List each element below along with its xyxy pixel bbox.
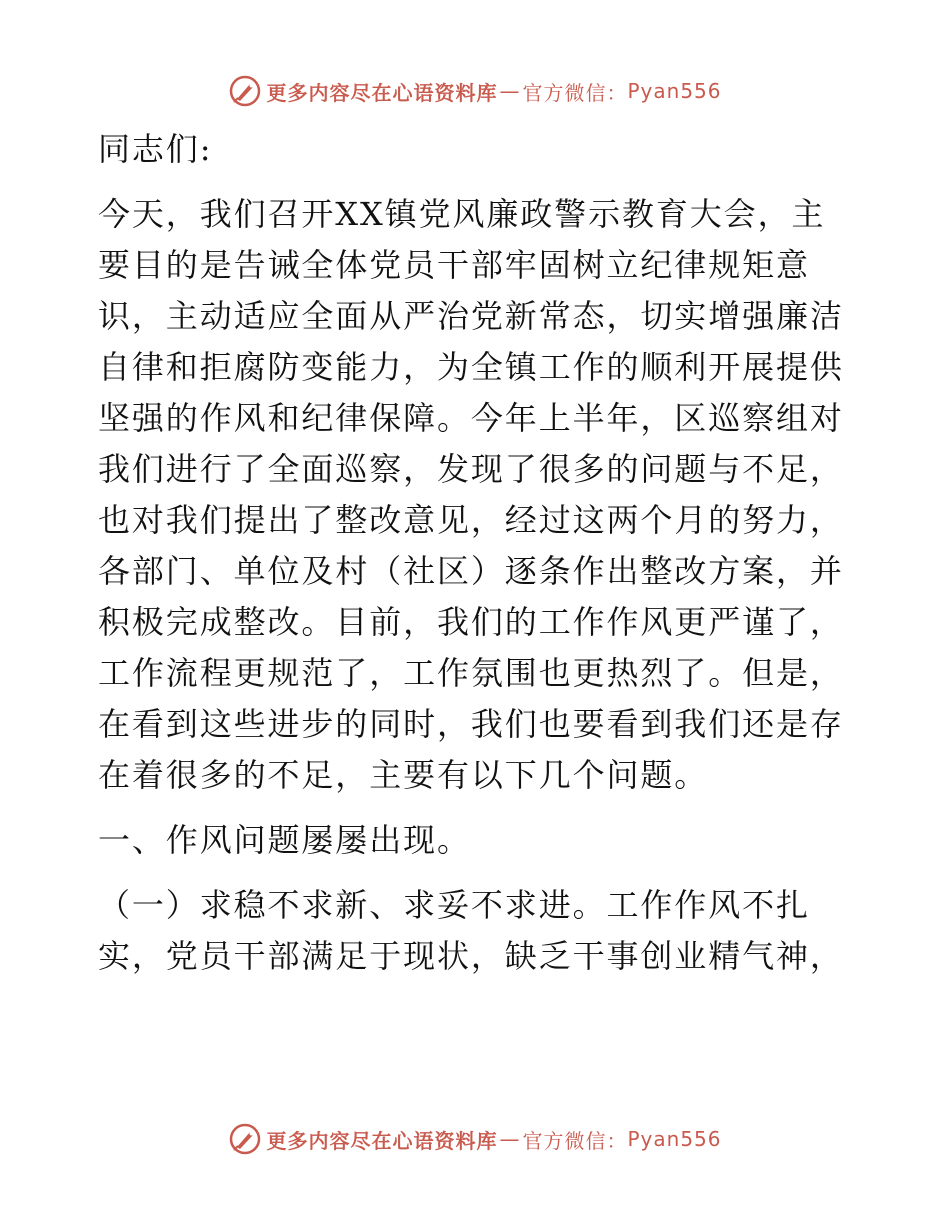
watermark-wechat-label: 官方微信： — [522, 1128, 628, 1153]
watermark-wechat-label: 官方微信： — [522, 80, 628, 105]
paragraph-line: 识，主动适应全面从严治党新常态，切实增强廉洁 — [98, 297, 844, 335]
paragraph-line: 在着很多的不足，主要有以下几个问题。 — [98, 756, 709, 794]
paragraph-2 — [98, 880, 850, 982]
watermark-brand: 更多内容尽在心语资料库 — [266, 1128, 498, 1153]
watermark-brand: 更多内容尽在心语资料库 — [266, 80, 498, 105]
paragraph-gap — [98, 866, 850, 880]
pen-nib-logo-icon — [228, 1122, 262, 1156]
paragraph-line: （一）求稳不求新、求妥不求进。工作作风不扎 — [98, 886, 810, 924]
paragraph-line: 自律和拒腐防变能力，为全镇工作的顺利开展提供 — [98, 348, 844, 386]
watermark-dash: — — [499, 1127, 521, 1151]
paragraph-line: 今天，我们召开XX镇党风廉政警示教育大会，主 — [98, 195, 826, 233]
paragraph-line: 工作流程更规范了，工作氛围也更热烈了。但是， — [98, 654, 844, 692]
paragraph-line: 各部门、单位及村（社区）逐条作出整改方案，并 — [98, 552, 844, 590]
watermark-wechat-id: Pyan556 — [627, 79, 722, 103]
paragraph-line: 要目的是告诫全体党员干部牢固树立纪律规矩意 — [98, 246, 810, 284]
section-heading: 一、作风问题屡屡出现。 — [98, 821, 471, 859]
salutation: 同志们: — [98, 130, 213, 168]
paragraph-line: 我们进行了全面巡察，发现了很多的问题与不足， — [98, 450, 844, 488]
header-watermark — [0, 71, 950, 111]
watermark-wechat-id: Pyan556 — [627, 1127, 722, 1151]
paragraph-line: 积极完成整改。目前，我们的工作作风更严谨了， — [98, 603, 844, 641]
paragraph-gap — [98, 801, 850, 815]
watermark-dash: — — [499, 79, 521, 103]
document-body — [98, 124, 850, 982]
pen-nib-logo-icon — [228, 74, 262, 108]
paragraph-gap — [98, 175, 850, 189]
paragraph-line: 也对我们提出了整改意见，经过这两个月的努力， — [98, 501, 844, 539]
paragraph-line: 在看到这些进步的同时，我们也要看到我们还是存 — [98, 705, 844, 743]
paragraph-line: 实，党员干部满足于现状，缺乏干事创业精气神， — [98, 937, 844, 975]
paragraph-1 — [98, 189, 850, 801]
footer-watermark — [0, 1119, 950, 1159]
paragraph-line: 坚强的作风和纪律保障。今年上半年，区巡察组对 — [98, 399, 844, 437]
